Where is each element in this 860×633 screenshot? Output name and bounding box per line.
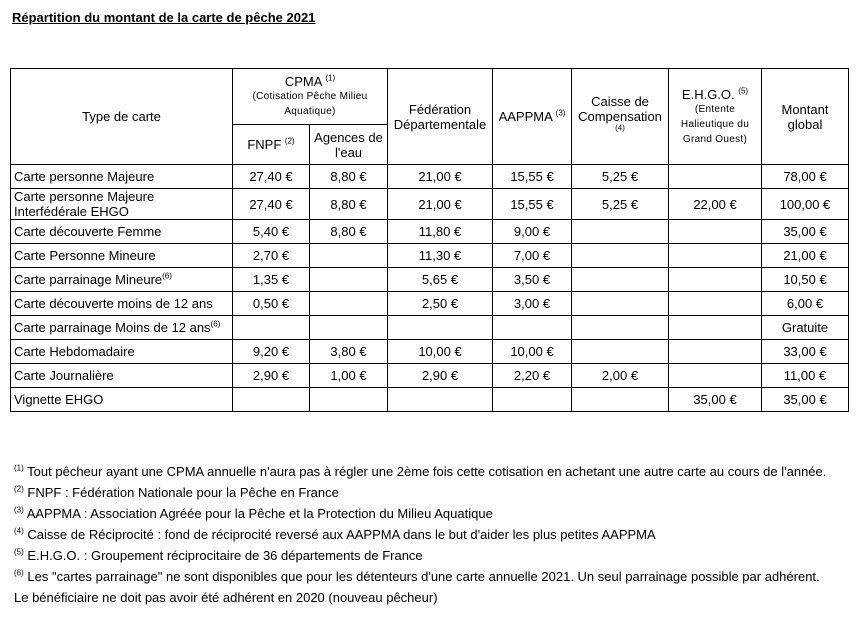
- row-label: Carte parrainage Moins de 12 ans$^{(6)}$: [11, 316, 233, 340]
- cell-ehgo: [669, 220, 762, 244]
- cell-agences: 8,80 €: [310, 220, 388, 244]
- header-fnpf: FNPF $^{(2)}$: [233, 125, 310, 165]
- page-title: Répartition du montant de la carte de pêche 2021: [12, 10, 316, 25]
- cell-caisse: 5,25 €: [572, 189, 669, 220]
- cell-fnpf: [233, 316, 310, 340]
- cell-ehgo: [669, 340, 762, 364]
- footnote: $^{(4)}$ Caisse de Réciprocité : fond de réciprocité reversé aux AAPPMA dans le but d'aider les plus petites AAPPMA: [14, 526, 656, 542]
- cell-ehgo: [669, 244, 762, 268]
- cell-caisse: [572, 388, 669, 412]
- footnote: Le bénéficiaire ne doit pas avoir été adhérent en 2020 (nouveau pêcheur): [14, 590, 438, 605]
- cell-fnpf: 0,50 €: [233, 292, 310, 316]
- cell-agences: 8,80 €: [310, 189, 388, 220]
- cell-aappma: [493, 316, 572, 340]
- cell-aappma: 3,00 €: [493, 292, 572, 316]
- cell-fnpf: 9,20 €: [233, 340, 310, 364]
- cell-montant: 33,00 €: [762, 340, 849, 364]
- cell-caisse: 2,00 €: [572, 364, 669, 388]
- cell-ehgo: [669, 292, 762, 316]
- row-label: Carte parrainage Mineure$^{(6)}$: [11, 268, 233, 292]
- header-montant-global: Montant global: [762, 69, 849, 165]
- cell-agences: [310, 244, 388, 268]
- table-row: [11, 292, 849, 316]
- row-label: Carte personne Majeure Interfédérale EHGO: [11, 189, 233, 220]
- cell-agences: [310, 268, 388, 292]
- cell-montant: 11,00 €: [762, 364, 849, 388]
- cell-montant: 35,00 €: [762, 220, 849, 244]
- cell-agences: [310, 292, 388, 316]
- cell-aappma: 10,00 €: [493, 340, 572, 364]
- cell-federation: 2,90 €: [388, 364, 493, 388]
- cell-federation: 2,50 €: [388, 292, 493, 316]
- table-row: [11, 244, 849, 268]
- cell-federation: 21,00 €: [388, 165, 493, 189]
- header-caisse: Caisse de Compensation $^{(4)}$: [572, 69, 669, 165]
- cell-montant: 21,00 €: [762, 244, 849, 268]
- table-row: [11, 268, 849, 292]
- row-label: Carte Hebdomadaire: [11, 340, 233, 364]
- cell-ehgo: [669, 165, 762, 189]
- header-federation: Fédération Départementale: [388, 69, 493, 165]
- cell-ehgo: [669, 316, 762, 340]
- cell-fnpf: 2,90 €: [233, 364, 310, 388]
- cell-caisse: 5,25 €: [572, 165, 669, 189]
- footnote: $^{(3)}$ AAPPMA : Association Agréée pour la Pêche et la Protection du Milieu Aquatique: [14, 505, 493, 521]
- header-agences: Agences de l'eau: [310, 125, 388, 165]
- cell-agences: 1,00 €: [310, 364, 388, 388]
- footnote: $^{(5)}$ E.H.G.O. : Groupement réciprocitaire de 36 départements de France: [14, 547, 423, 563]
- row-label: Carte Personne Mineure: [11, 244, 233, 268]
- cell-aappma: 15,55 €: [493, 189, 572, 220]
- cell-fnpf: 27,40 €: [233, 165, 310, 189]
- footnote: $^{(6)}$ Les "cartes parrainage" ne sont disponibles que pour les détenteurs d'une carte annuelle 2021. Un seul parrainage possible par adhérent.: [14, 568, 820, 584]
- cell-fnpf: 2,70 €: [233, 244, 310, 268]
- cell-federation: 11,80 €: [388, 220, 493, 244]
- cell-federation: 10,00 €: [388, 340, 493, 364]
- cell-aappma: 9,00 €: [493, 220, 572, 244]
- cell-aappma: 7,00 €: [493, 244, 572, 268]
- cell-caisse: [572, 268, 669, 292]
- cell-caisse: [572, 292, 669, 316]
- cell-montant: Gratuite: [762, 316, 849, 340]
- row-label: Carte découverte Femme: [11, 220, 233, 244]
- footnote: $^{(1)}$ Tout pêcheur ayant une CPMA annuelle n'aura pas à régler une 2ème fois cette cotisation en achetant une autre carte au cours de l'année.: [14, 463, 827, 479]
- cell-agences: 8,80 €: [310, 165, 388, 189]
- cell-aappma: 15,55 €: [493, 165, 572, 189]
- row-label: Vignette EHGO: [11, 388, 233, 412]
- cell-federation: 5,65 €: [388, 268, 493, 292]
- cell-fnpf: 5,40 €: [233, 220, 310, 244]
- row-label: Carte découverte moins de 12 ans: [11, 292, 233, 316]
- cell-montant: 100,00 €: [762, 189, 849, 220]
- cell-ehgo: 22,00 €: [669, 189, 762, 220]
- footnote: $^{(2)}$ FNPF : Fédération Nationale pour la Pêche en France: [14, 484, 339, 500]
- header-ehgo-subtitle: (Entente Halieutique du Grand Ouest): [680, 103, 750, 145]
- cell-agences: [310, 316, 388, 340]
- table-row: [11, 316, 849, 340]
- cell-aappma: [493, 388, 572, 412]
- table-row: [11, 189, 849, 220]
- header-type-de-carte: Type de carte: [11, 69, 233, 165]
- cell-agences: [310, 388, 388, 412]
- distribution-table: [10, 68, 849, 412]
- cell-aappma: 2,20 €: [493, 364, 572, 388]
- cell-federation: [388, 316, 493, 340]
- cell-federation: 21,00 €: [388, 189, 493, 220]
- table-row: [11, 220, 849, 244]
- cell-ehgo: 35,00 €: [669, 388, 762, 412]
- header-aappma: AAPPMA $^{(3)}$: [493, 69, 572, 165]
- cell-fnpf: 1,35 €: [233, 268, 310, 292]
- cell-fnpf: 27,40 €: [233, 189, 310, 220]
- cell-montant: 6,00 €: [762, 292, 849, 316]
- footnotes: [14, 461, 854, 608]
- cell-montant: 10,50 €: [762, 268, 849, 292]
- cell-federation: [388, 388, 493, 412]
- row-label: Carte Journalière: [11, 364, 233, 388]
- table-row: [11, 165, 849, 189]
- cell-aappma: 3,50 €: [493, 268, 572, 292]
- table-row: [11, 364, 849, 388]
- cell-caisse: [572, 316, 669, 340]
- row-label: Carte personne Majeure: [11, 165, 233, 189]
- header-ehgo: E.H.G.O. $^{(5)}$ (Entente Halieutique du Grand Ouest): [669, 69, 762, 165]
- cell-caisse: [572, 220, 669, 244]
- cell-agences: 3,80 €: [310, 340, 388, 364]
- table-row: [11, 388, 849, 412]
- cell-montant: 78,00 €: [762, 165, 849, 189]
- cell-fnpf: [233, 388, 310, 412]
- header-cpma: CPMA $^{(1)}$ (Cotisation Pêche Milieu Aquatique): [233, 69, 388, 125]
- cell-caisse: [572, 340, 669, 364]
- cell-federation: 11,30 €: [388, 244, 493, 268]
- cell-montant: 35,00 €: [762, 388, 849, 412]
- cell-ehgo: [669, 268, 762, 292]
- table-row: [11, 340, 849, 364]
- cell-ehgo: [669, 364, 762, 388]
- cell-caisse: [572, 244, 669, 268]
- header-cpma-subtitle: (Cotisation Pêche Milieu Aquatique): [252, 91, 368, 117]
